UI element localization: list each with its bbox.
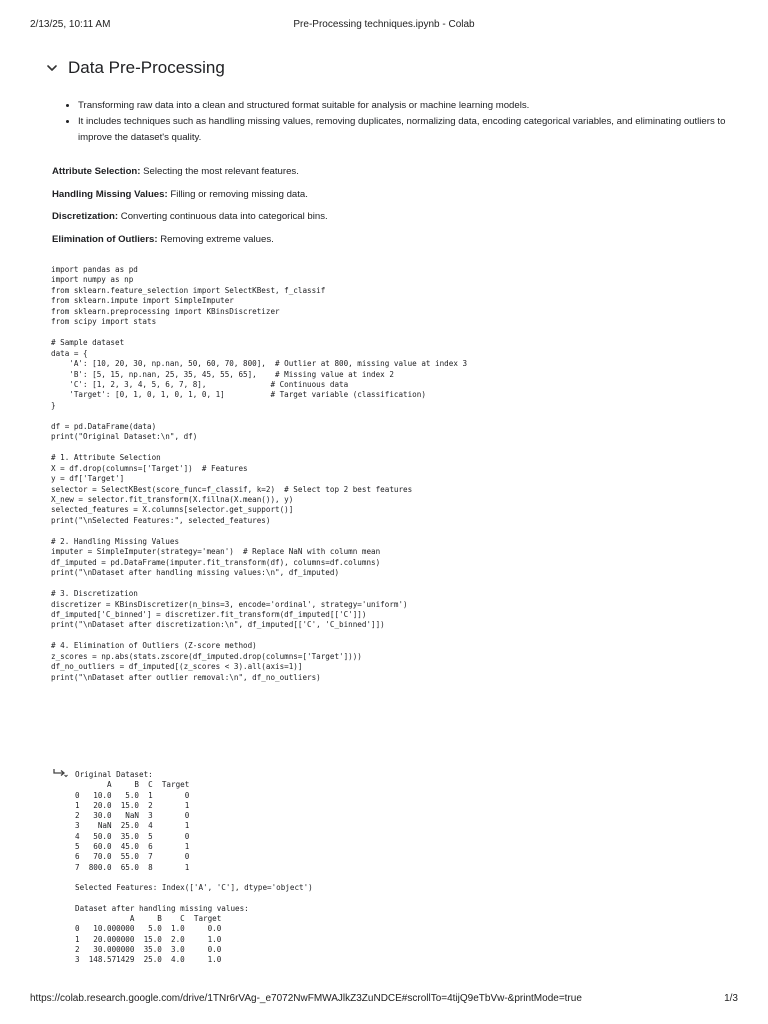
output-toggle-icon[interactable] (52, 768, 68, 778)
definition-text: Removing extreme values. (157, 233, 274, 245)
definition-item (52, 211, 328, 223)
section-title: Data Pre-Processing (68, 58, 225, 77)
code-cell-source[interactable]: import pandas as pd import numpy as np from sklearn.feature_selection import SelectKBest, f_classif from sklearn.impute import SimpleImputer from sklearn.preprocessing import KBinsDiscretizer from scipy import stats # Sample dataset data = { 'A': [10, 20, 30, np.nan, 50, 60, 70, 800], # Outlier at 800, missing value at index 3 'B': [5, 15, np.nan, 25, 35, 45, 55, 65], # Missing value at index 2 'C': [1, 2, 3, 4, 5, 6, 7, 8], # Continuous data 'Target': [0, 1, 0, 1, 0, 1, 0, 1] # Target variable (classification) } df = pd.DataFrame(data) print("Original Dataset:\n", df) # 1. Attribute Selection X = df.drop(columns=['Target']) # Features y = df['Target'] selector = SelectKBest(score_func=f_classif, k=2) # Select top 2 best features X_new = selector.fit_transform(X.fillna(X.mean()), y) selected_features = X.columns[selector.get_support()] print("\nSelected Features:", selected_features) # 2. Handling Missing Values imputer = SimpleImputer(strategy='mean') # Replace NaN with column mean df_imputed = pd.DataFrame(imputer.fit_transform(df), columns=df.columns) print("\nDataset after handling missing values:\n", df_imputed) # 3. Discretization discretizer = KBinsDiscretizer(n_bins=3, encode='ordinal', strategy='uniform') df_imputed['C_binned'] = discretizer.fit_transform(df_imputed[['C']]) print("\nDataset after discretization:\n", df_imputed[['C', 'C_binned']]) # 4. Elimination of Outliers (Z-score method) z_scores = np.abs(stats.zscore(df_imputed.drop(columns=['Target']))) df_no_outliers = df_imputed[(z_scores < 3).all(axis=1)] print("\nDataset after outlier removal:\n", df_no_outliers) (51, 265, 468, 682)
definition-item (52, 189, 328, 201)
definition-text: Converting continuous data into categorical bins. (118, 211, 328, 223)
bullet-item: • Transforming raw data into a clean and structured format suitable for analysis or machine learning models. (78, 98, 728, 114)
definition-term: Handling Missing Values: (52, 188, 168, 200)
definition-term: Discretization: (52, 211, 119, 223)
print-datetime: 2/13/25, 10:11 AM (30, 19, 111, 30)
bullet-item: • It includes techniques such as handling missing values, removing duplicates, normalizing data, encoding categorical variables, and eliminating outliers to improve the dataset's quality. (78, 114, 728, 146)
definition-item (52, 166, 328, 178)
print-page-title: Pre-Processing techniques.ipynb - Colab (293, 19, 475, 30)
definition-text: Selecting the most relevant features. (140, 166, 299, 177)
definition-text: Filling or removing missing data. (167, 188, 308, 200)
definition-list (52, 166, 328, 256)
print-url: https://colab.research.google.com/drive/1TNr6rVAg-_e7072NwFMWAJlkZ3ZuNDCE#scrollTo=4tijQ9eTbVw-&printMode=true (30, 993, 582, 1004)
definition-term: Elimination of Outliers: (52, 233, 158, 245)
code-cell-output: Original Dataset: A B C Target 0 10.0 5.0 1 0 1 20.0 15.0 2 1 2 30.0 NaN 3 0 3 NaN 25.0 4 1 4 50.0 35.0 5 0 5 60.0 45.0 6 1 6 70.0 55.0 7 0 7 800.0 65.0 8 1 Selected Features: Index(['A', 'C'], dtype='object') Dataset after handling missing values: A B C Target 0 10.000000 5.0 1.0 0.0 1 20.000000 15.0 2.0 1.0 2 30.000000 35.0 3.0 0.0 3 148.571429 25.0 4.0 1.0 (75, 770, 313, 965)
definition-term: Attribute Selection: (52, 166, 141, 177)
bullet-list (62, 98, 728, 146)
section-header[interactable] (45, 58, 225, 78)
definition-item (52, 234, 328, 246)
page-number: 1/3 (724, 993, 738, 1004)
chevron-down-icon[interactable] (45, 61, 59, 75)
